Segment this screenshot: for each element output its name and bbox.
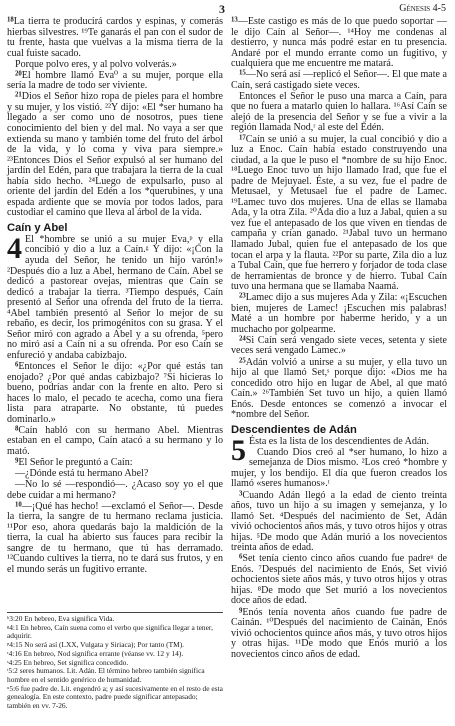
section-heading: Descendientes de Adán	[231, 423, 357, 436]
verse-number: 6	[239, 553, 243, 561]
verse-text: —No lo sé —respondió—. ¿Acaso soy yo el que debe cuidar a mi hermano?	[7, 478, 223, 501]
verse-text: Cuando Adán llegó a la edad de ciento treinta años, tuvo un hijo a su imagen y semejanza, y lo llamó Set. ⁴Después del nacimiento de Set, Adán vivió ochocientos años más, y tuvo otros hijos y otras hijas. ⁵De modo que Adán murió a los novecientos treinta años de edad.	[231, 489, 447, 554]
verse-number: 3	[239, 489, 243, 497]
page-number: 3	[219, 2, 225, 16]
verse-paragraph	[7, 92, 223, 219]
verse-number: 10	[15, 500, 22, 508]
verse-text: Adán volvió a unirse a su mujer, y ella tuvo un hijo al que llamó Set,ˢ porque dijo: «Dios me ha concedido otro hijo en lugar de Abel, al que mató Caín.» ²⁶También Set tuvo un hijo, a quien llamó Enós. Desde entonces se comenzó a invocar el *nombre del Señor.	[231, 356, 447, 421]
verse-paragraph	[231, 293, 447, 335]
running-head: Génesis 4-5	[399, 3, 446, 14]
verse-number: 17	[239, 133, 246, 141]
page-header	[0, 2, 455, 16]
footnote: ˢ4:25 En hebreo, Set significa concedido.	[7, 657, 129, 667]
verse-text: Caín se unió a su mujer, la cual concibió y dio a luz a Enoc. Caín había estado construyendo una ciudad, a la que le puso el *nombre de su hijo Enoc. ¹⁸Luego Enoc tuvo un hijo llamado Irad, que fue el padre de Mejuyael. Éste, a su vez, fue el padre de Metusael, y Metusael fue el padre de Lamec. ¹⁹Lamec tuvo dos mujeres. Una de ellas se llamaba Ada, y la otra Zila. ²⁰Ada dio a luz a Jabal, quien a su vez fue el antepasado de los que viven en tiendas de campaña y crían ganado. ²¹Jabal tuvo un hermano llamado Jubal, quien fue el antepasado de los que tocan el arpa y la flauta. ²²Por su parte, Zila dio a luz a Tubal Caín, que fue herrero y forjador de toda clase de herramientas de bronce y de hierro. Tubal Caín tuvo una hermana que se llamaba Naamá.	[231, 133, 447, 293]
verse-number: 6	[15, 361, 19, 369]
verse-paragraph	[231, 17, 447, 70]
verse-text: Enós tenía noventa años cuando fue padre de Cainán. ¹⁰Después del nacimiento de Cainán, Enós vivió ochocientos quince años más, y tuvo otros hijos y otras hijas. ¹¹De modo que Enós murió a los novecientos cinco años de edad.	[231, 606, 447, 660]
verse-number: 21	[15, 91, 22, 99]
verse-paragraph	[231, 135, 447, 293]
verse-number: 25	[239, 356, 246, 364]
verse-paragraph	[7, 469, 223, 480]
chapter-number: 4	[7, 231, 22, 265]
verse-paragraph	[7, 231, 223, 362]
verse-text: El *hombre se unió a su mujer Eva,ᵖ y ella concibió y dio a luz a Caín.ᵍ Y dijo: «¡Con la ayuda del Señor, he tenido un hijo varón!» ²Después dio a luz a Abel, hermano de Caín. Abel se dedicó a pastorear ovejas, mientras que Caín se dedicó a trabajar la tierra. ³Tiempo después, Caín presentó al Señor una ofrenda del fruto de la tierra. ⁴Abel también presentó al Señor lo mejor de su rebaño, es decir, los primogénitos con su grasa. Y el Señor miró con agrado a Abel y a su ofrenda, ⁵pero no miró así a Caín ni a su ofrenda. Por eso Caín se enfureció y andaba cabizbajo.	[7, 233, 223, 361]
verse-number: 13	[231, 16, 238, 24]
verse-text: Ésta es la lista de los descendientes de Adán.	[249, 435, 429, 447]
verse-paragraph	[7, 426, 223, 458]
verse-paragraph	[7, 502, 223, 576]
footnote: ʳ4:16 En hebreo, Nod significa errante (véanse vv. 12 y 14).	[7, 648, 184, 658]
verse-text: Cuando Dios creó al *ser humano, lo hizo a semejanza de Dios mismo. ²Los creó *hombre y mujer, y los bendijo. El día que fueron creados los llamó «seres humanos».ᵗ	[231, 446, 447, 490]
verse-text: Set tenía ciento cinco años cuando fue padreᵘ de Enós. ⁷Después del nacimiento de Enós, Set vivió ochocientos siete años más, y tuvo otros hijos y otras hijas. ⁸De modo que Set murió a los novecientos doce años de edad.	[231, 553, 447, 607]
verse-number: 15	[239, 69, 246, 77]
verse-number: 24	[239, 335, 246, 343]
verse-paragraph	[231, 92, 447, 134]
verse-paragraph	[231, 336, 447, 357]
verse-number: 9	[239, 606, 243, 614]
verse-text: El Señor le preguntó a Caín:	[18, 456, 133, 468]
verse-number: 8	[15, 425, 19, 433]
verse-paragraph	[231, 448, 447, 490]
right-column	[231, 17, 447, 661]
verse-paragraph	[231, 433, 447, 467]
verse-paragraph	[231, 608, 447, 661]
verse-text: Entonces el Señor le puso una marca a Caín, para que no fuera a matarlo quien lo hallara. ¹⁶Así Caín se alejó de la presencia del Señor y se fue a vivir a la región llamada Nod,ʳ al este del Edén.	[231, 90, 447, 134]
verse-paragraph	[7, 60, 223, 71]
verse-paragraph	[7, 458, 223, 469]
verse-text: —Este castigo es más de lo que puedo soportar —le dijo Caín al Señor—. ¹⁴Hoy me condenas al destierro, y nunca más podré estar en tu presencia. Andaré por el mundo errante como un fugitivo, y cualquiera que me encuentre me matará.	[231, 16, 447, 70]
verse-text: El hombre llamó Eva⁰ a su mujer, porque ella sería la madre de todo ser viviente.	[7, 69, 223, 92]
verse-paragraph	[7, 71, 223, 92]
verse-text: Caín habló con su hermano Abel. Mientras estaban en el campo, Caín atacó a su hermano y lo mató.	[7, 424, 223, 457]
verse-number: 20	[15, 70, 22, 78]
verse-paragraph	[231, 70, 447, 91]
verse-number: 9	[15, 457, 19, 465]
left-column	[7, 17, 223, 576]
verse-text: Entonces el Señor le dijo: «¿Por qué estás tan enojado? ¿Por qué andas cabizbajo? ⁷Si hicieras lo bueno, podrías andar con la frente en alto. Pero si haces lo malo, el pecado te acecha, como una fiera lista para atraparte. No obstante, tú puedes dominarlo.»	[7, 360, 223, 425]
footnote: ᵇ3:20 En hebreo, Eva significa Vida.	[7, 614, 115, 623]
footnote: ᵘ5:6 fue padre de. Lit. engendró a; y así sucesivamente en el resto de esta genealogía. En este contexto, padre puede significar antepasado; también en vv. 7-26.	[7, 683, 223, 711]
verse-number: 23	[239, 292, 246, 300]
verse-text: —¡Qué has hecho! —exclamó el Señor—. Desde la tierra, la sangre de tu hermano reclama justicia. ¹¹Por eso, ahora quedarás bajo la maldición de la tierra, la cual ha abierto sus fauces para recibir la sangre de tu hermano, que tú has derramado. ¹²Cuando cultives la tierra, no te dará sus frutos, y en el mundo serás un fugitivo errante.	[7, 500, 223, 575]
verse-paragraph	[7, 480, 223, 501]
verse-paragraph	[7, 17, 223, 59]
verse-paragraph	[231, 554, 447, 607]
verse-text: —No será así —replicó el Señor—. El que mate a Caín, será castigado siete veces.	[231, 69, 447, 91]
footnote: ᵗ5:2 seres humanos. Lit. Adán. El término hebreo también significa hombre en el sentido genérico de humanidad.	[7, 666, 205, 684]
verse-text: Porque polvo eres, y al polvo volverás.»	[15, 58, 177, 70]
verse-text: —¿Dónde está tu hermano Abel?	[15, 467, 149, 479]
verse-text: Lamec dijo a sus mujeres Ada y Zila: «¡Escuchen bien, mujeres de Lamec! ¡Escuchen mis palabras! Maté a un hombre por haberme herido, y a un muchacho por golpearme.	[231, 292, 447, 335]
verse-text: Dios el Señor hizo ropa de pieles para el hombre y su mujer, y los vistió. ²²Y dijo: «El *ser humano ha llegado a ser como uno de nosotros, pues tiene conocimiento del bien y del mal. No vaya a ser que extienda su mano y también tome del fruto del árbol de la vida, y lo coma y viva para siempre.» ²³Entonces Dios el Señor expulsó al ser humano del jardín del Edén, para que trabajara la tierra de la cual había sido hecho. ²⁴Luego de expulsarlo, puso al oriente del jardín del Edén a los *querubines, y una espada ardiente que se movía por todos lados, para custodiar el camino que lleva al árbol de la vida.	[7, 91, 223, 219]
footnotes	[7, 612, 223, 711]
verse-text: Si Caín será vengado siete veces, setenta y siete veces será vengado Lamec.»	[231, 334, 447, 357]
section-heading: Caín y Abel	[7, 221, 68, 234]
verse-text: La tierra te producirá cardos y espinas, y comerás hierbas silvestres. ¹⁹Te ganarás el pan con el sudor de tu frente, hasta que vuelvas a la misma tierra de la cual fuiste sacado.	[7, 16, 223, 59]
verse-number: 18	[7, 16, 14, 24]
footnote: ᵖ4:15 No será así (LXX, Vulgata y Siriaca); Por tanto (TM).	[7, 640, 184, 650]
verse-paragraph	[7, 362, 223, 425]
footnote: ᵍ4:1 En hebreo, Caín suena como el verbo que significa llegar a tener, adquirir.	[7, 622, 213, 641]
chapter-number: 5	[231, 433, 246, 467]
verse-paragraph	[231, 358, 447, 421]
verse-paragraph	[231, 491, 447, 554]
